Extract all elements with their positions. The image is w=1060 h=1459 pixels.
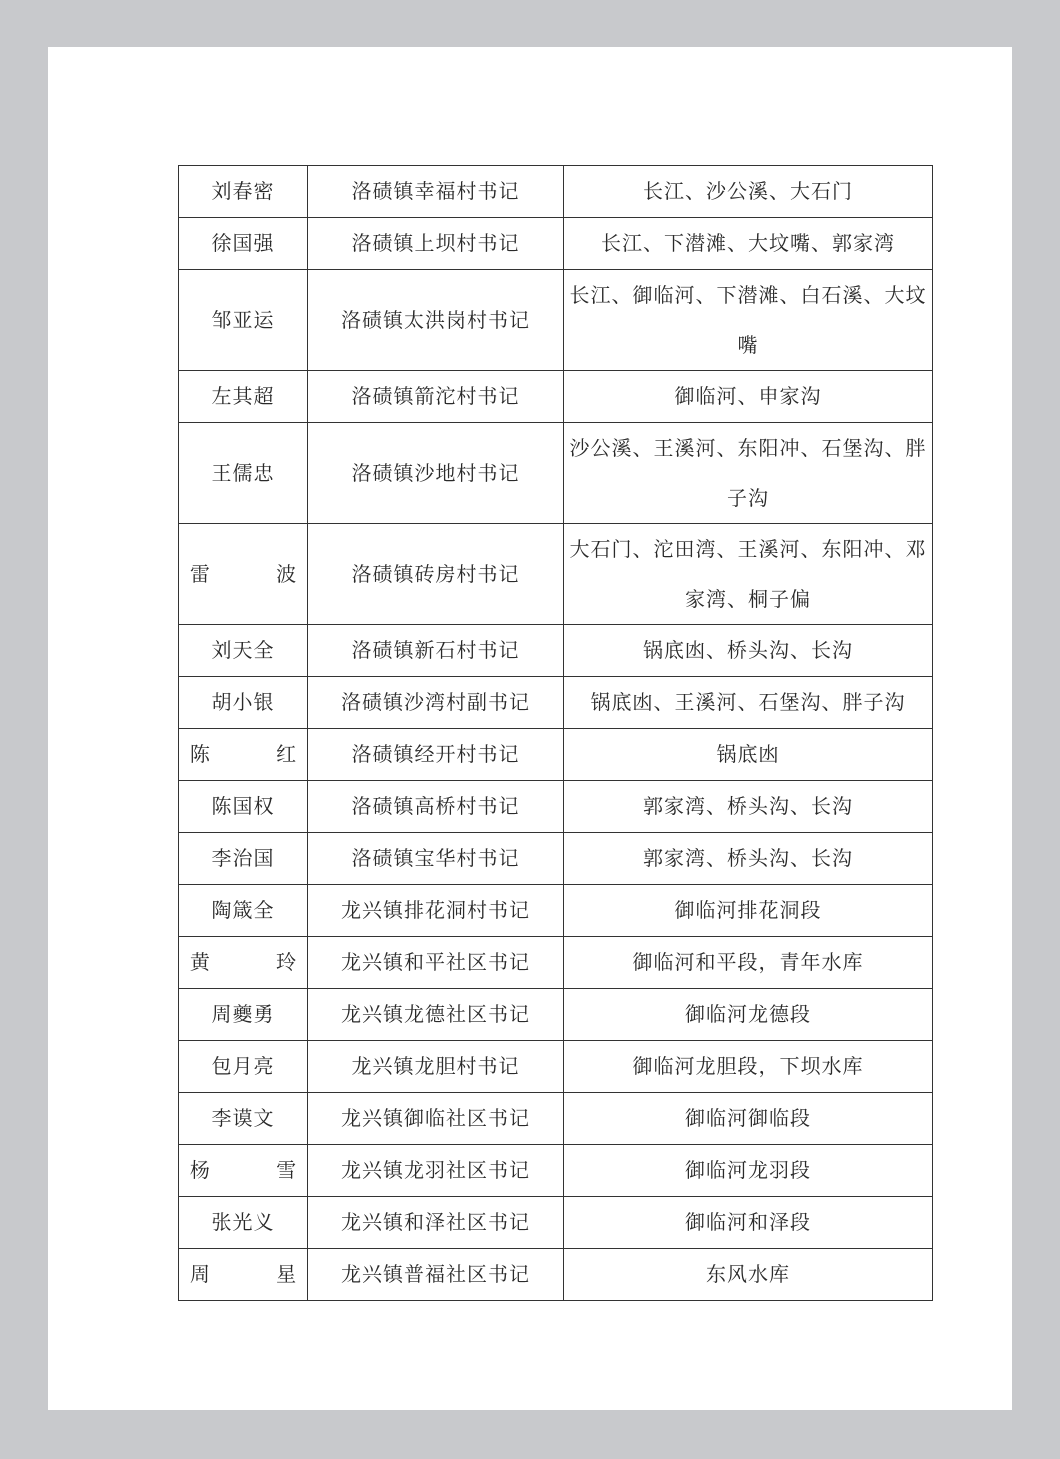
table-row — [179, 1249, 933, 1301]
person-name: 李谟文 — [211, 1106, 275, 1130]
table-body — [179, 166, 933, 1301]
person-name: 陈 红 — [189, 742, 327, 766]
cell-rivers: 御临河和泽段 — [564, 1197, 933, 1249]
cell-rivers: 郭家湾、桥头沟、长沟 — [564, 833, 933, 885]
table-row — [179, 218, 933, 270]
cell-role: 洛碛镇宝华村书记 — [308, 833, 564, 885]
table-row — [179, 371, 933, 423]
cell-role: 龙兴镇龙德社区书记 — [308, 989, 564, 1041]
cell-name — [179, 218, 308, 270]
cell-rivers: 锅底凼 — [564, 729, 933, 781]
cell-role: 洛碛镇太洪岗村书记 — [308, 270, 564, 371]
cell-name — [179, 625, 308, 677]
person-name: 杨 雪 — [189, 1158, 327, 1182]
cell-name — [179, 1041, 308, 1093]
cell-rivers: 长江、御临河、下潜滩、白石溪、大坟嘴 — [564, 270, 933, 371]
cell-name — [179, 1249, 327, 1301]
cell-rivers: 御临河龙胆段，下坝水库 — [564, 1041, 933, 1093]
person-name: 雷 波 — [189, 562, 327, 586]
cell-name — [179, 423, 308, 524]
person-name: 陶箴全 — [211, 898, 275, 922]
cell-name — [179, 833, 308, 885]
cell-rivers: 御临河排花洞段 — [564, 885, 933, 937]
cell-rivers: 锅底凼、桥头沟、长沟 — [564, 625, 933, 677]
cell-role: 龙兴镇排花洞村书记 — [308, 885, 564, 937]
person-name: 陈国权 — [211, 794, 275, 818]
person-name: 包月亮 — [211, 1054, 275, 1078]
cell-name — [179, 781, 308, 833]
cell-role: 龙兴镇龙羽社区书记 — [308, 1145, 564, 1197]
person-name: 周 星 — [189, 1262, 327, 1286]
cell-role: 洛碛镇经开村书记 — [308, 729, 564, 781]
cell-name — [179, 270, 308, 371]
cell-name — [179, 989, 308, 1041]
cell-rivers: 御临河、申家沟 — [564, 371, 933, 423]
table-row — [179, 1197, 933, 1249]
cell-role: 洛碛镇沙地村书记 — [308, 423, 564, 524]
table-row — [179, 833, 933, 885]
cell-role: 龙兴镇和泽社区书记 — [308, 1197, 564, 1249]
person-name: 刘春密 — [211, 179, 275, 203]
cell-name — [179, 937, 327, 989]
cell-name — [179, 1197, 308, 1249]
table-row — [179, 885, 933, 937]
table-row — [179, 1041, 933, 1093]
table-row — [179, 166, 933, 218]
table-row — [179, 729, 933, 781]
person-name: 徐国强 — [211, 231, 275, 255]
cell-role: 龙兴镇和平社区书记 — [308, 937, 564, 989]
cell-role: 龙兴镇普福社区书记 — [308, 1249, 564, 1301]
cell-role: 洛碛镇新石村书记 — [308, 625, 564, 677]
cell-rivers: 长江、下潜滩、大坟嘴、郭家湾 — [564, 218, 933, 270]
cell-role: 洛碛镇沙湾村副书记 — [308, 677, 564, 729]
table-row — [179, 423, 933, 524]
table-row — [179, 1145, 933, 1197]
table-row — [179, 1093, 933, 1145]
cell-name — [179, 1145, 327, 1197]
person-name: 周夔勇 — [211, 1002, 275, 1026]
table-row — [179, 524, 933, 625]
cell-rivers: 沙公溪、王溪河、东阳冲、石堡沟、胖子沟 — [564, 423, 933, 524]
cell-role: 洛碛镇箭沱村书记 — [308, 371, 564, 423]
table-row — [179, 677, 933, 729]
person-name: 刘天全 — [211, 638, 275, 662]
person-name: 王儒忠 — [211, 461, 275, 485]
cell-rivers: 大石门、沱田湾、王溪河、东阳冲、邓家湾、桐子偏 — [564, 524, 933, 625]
person-name: 张光义 — [211, 1210, 275, 1234]
river-chief-table — [178, 165, 933, 1301]
table-row — [179, 937, 933, 989]
cell-role: 龙兴镇御临社区书记 — [308, 1093, 564, 1145]
cell-rivers: 郭家湾、桥头沟、长沟 — [564, 781, 933, 833]
person-name: 黄 玲 — [189, 950, 327, 974]
cell-name — [179, 677, 308, 729]
cell-name — [179, 371, 308, 423]
cell-role: 洛碛镇高桥村书记 — [308, 781, 564, 833]
cell-name — [179, 524, 327, 625]
cell-rivers: 御临河龙羽段 — [564, 1145, 933, 1197]
table-row — [179, 270, 933, 371]
cell-name — [179, 885, 308, 937]
cell-rivers: 御临河龙德段 — [564, 989, 933, 1041]
cell-name — [179, 729, 327, 781]
person-name: 李治国 — [211, 846, 275, 870]
cell-rivers: 御临河和平段，青年水库 — [564, 937, 933, 989]
table-row — [179, 625, 933, 677]
cell-rivers: 东风水库 — [564, 1249, 933, 1301]
cell-name — [179, 166, 308, 218]
cell-name — [179, 1093, 308, 1145]
cell-role: 龙兴镇龙胆村书记 — [308, 1041, 564, 1093]
cell-role: 洛碛镇砖房村书记 — [308, 524, 564, 625]
cell-rivers: 长江、沙公溪、大石门 — [564, 166, 933, 218]
cell-rivers: 御临河御临段 — [564, 1093, 933, 1145]
cell-role: 洛碛镇上坝村书记 — [308, 218, 564, 270]
table-row — [179, 989, 933, 1041]
cell-rivers: 锅底凼、王溪河、石堡沟、胖子沟 — [564, 677, 933, 729]
cell-role: 洛碛镇幸福村书记 — [308, 166, 564, 218]
person-name: 胡小银 — [211, 690, 275, 714]
document-page — [48, 47, 1012, 1410]
person-name: 邹亚运 — [211, 308, 275, 332]
person-name: 左其超 — [211, 384, 275, 408]
table-row — [179, 781, 933, 833]
